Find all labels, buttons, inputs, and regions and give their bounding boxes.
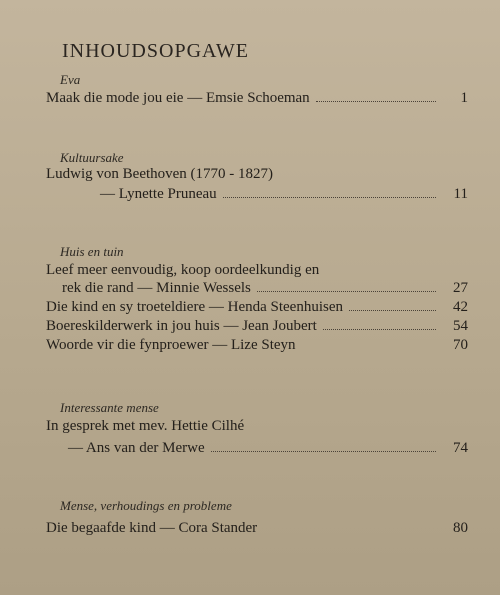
toc-entry-title: Die begaafde kind — Cora Stander bbox=[46, 520, 258, 536]
leader-dots bbox=[263, 521, 436, 532]
toc-entry-page: 54 bbox=[453, 318, 468, 334]
toc-entry[interactable] bbox=[46, 318, 468, 336]
leader-dots bbox=[211, 441, 436, 452]
toc-entry-title: — Lynette Pruneau bbox=[100, 186, 217, 202]
toc-entry-page: 42 bbox=[453, 299, 468, 315]
leader-dots bbox=[316, 91, 436, 102]
toc-entry[interactable] bbox=[46, 337, 468, 355]
toc-entry[interactable] bbox=[100, 186, 468, 204]
section-heading-interessante-mense: Interessante mense bbox=[60, 400, 159, 415]
leader-dots bbox=[223, 187, 436, 198]
toc-entry-title: — Ans van der Merwe bbox=[68, 440, 205, 456]
toc-entry-page: 70 bbox=[453, 337, 468, 353]
toc-entry-page: 11 bbox=[453, 186, 468, 202]
toc-entry-title: rek die rand — Minnie Wessels bbox=[62, 280, 251, 296]
toc-entry-page: 1 bbox=[460, 90, 468, 106]
section-heading-huis-en-tuin: Huis en tuin bbox=[60, 244, 124, 259]
toc-entry[interactable] bbox=[46, 299, 468, 317]
leader-dots bbox=[302, 338, 436, 349]
toc-entry-page: 27 bbox=[453, 280, 468, 296]
page-title: INHOUDSOPGAWE bbox=[62, 40, 249, 62]
section-heading-kultuursake: Kultuursake bbox=[60, 150, 124, 165]
toc-entry-page: 80 bbox=[453, 520, 468, 536]
toc-entry-title: Boereskilderwerk in jou huis — Jean Joubert bbox=[46, 318, 317, 334]
leader-dots bbox=[323, 319, 436, 330]
section-heading-mense-verhoudings-en-probleme: Mense, verhoudings en probleme bbox=[60, 498, 232, 513]
toc-entry-page: 74 bbox=[453, 440, 468, 456]
toc-entry-title-line1[interactable]: Leef meer eenvoudig, koop oordeelkundig en bbox=[46, 262, 320, 278]
toc-entry[interactable] bbox=[68, 440, 468, 458]
leader-dots bbox=[257, 281, 436, 292]
toc-entry-title-line1[interactable]: In gesprek met mev. Hettie Cilhé bbox=[46, 418, 245, 434]
toc-entry[interactable] bbox=[62, 280, 468, 298]
toc-entry-title: Woorde vir die fynproewer — Lize Steyn bbox=[46, 337, 296, 353]
toc-entry[interactable] bbox=[46, 90, 468, 108]
toc-entry-title-line1[interactable]: Ludwig von Beethoven (1770 - 1827) bbox=[46, 166, 274, 182]
toc-entry-title: Die kind en sy troeteldiere — Henda Steenhuisen bbox=[46, 299, 343, 315]
section-heading-eva: Eva bbox=[60, 72, 81, 87]
toc-entry[interactable] bbox=[46, 520, 468, 538]
leader-dots bbox=[349, 300, 436, 311]
toc-entry-title: Maak die mode jou eie — Emsie Schoeman bbox=[46, 90, 310, 106]
